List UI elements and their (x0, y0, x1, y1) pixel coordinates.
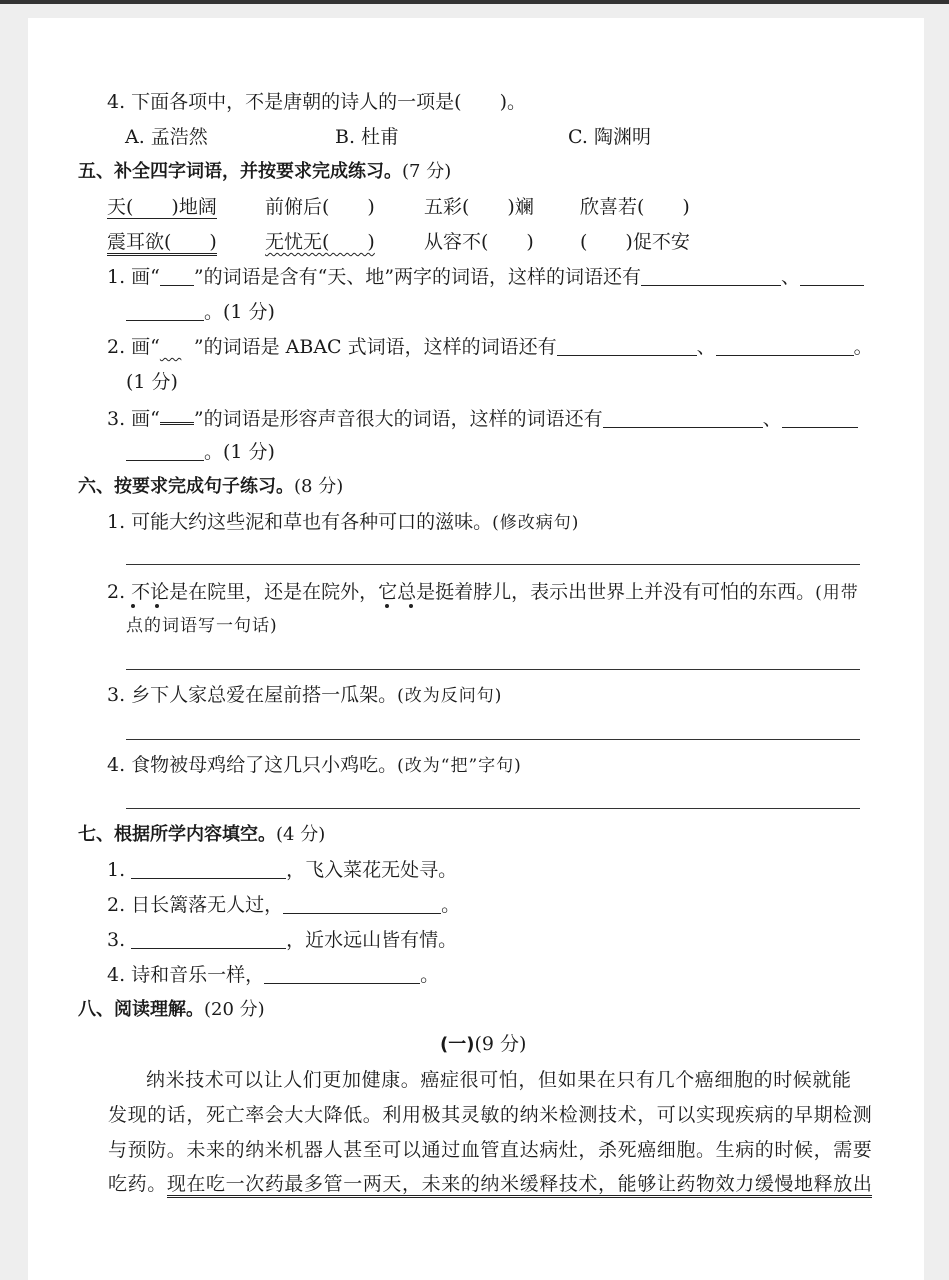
poem-blank-1[interactable] (131, 860, 286, 879)
idiom-1: 天( )地阔 (107, 196, 217, 218)
idiom-7: 从容不( ) (424, 231, 534, 253)
passage-line-1: 纳米技术可以让人们更加健康。癌症很可怕，但如果在只有几个癌细胞的时候就能 (146, 1069, 852, 1091)
idiom-5: 震耳欲( ) (107, 230, 217, 254)
sample-underline (160, 267, 194, 286)
section8-title: 八、阅读理解。(20 分) (78, 999, 265, 1020)
section6-title: 六、按要求完成句子练习。(8 分) (78, 476, 344, 497)
s7-line4: 4. 诗和音乐一样， 。 (107, 964, 440, 986)
passage-line-2: 发现的话，死亡率会大大降低。利用极其灵敏的纳米检测技术，可以实现疾病的早期检测 (108, 1104, 873, 1126)
s6-q2-line2: 点的词语写一句话) (126, 616, 278, 636)
answer-blank-7[interactable] (782, 409, 858, 428)
s5-q2-points: (1 分) (126, 371, 178, 393)
s7-line1: 1. ，飞入菜花无处寻。 (107, 859, 458, 881)
answer-blank-5[interactable] (716, 337, 854, 356)
s6-q4: 4. 食物被母鸡给了这几只小鸡吃。(改为“把”字句) (107, 754, 522, 776)
idiom-6: 无忧无( ) (265, 231, 375, 253)
emphasis-dot (409, 604, 413, 608)
emphasis-dot (131, 604, 135, 608)
answer-blank-3[interactable] (126, 302, 204, 321)
answer-blank-8[interactable] (126, 442, 204, 461)
underlined-sentence: 现在吃一次药最多管一两天，未来的纳米缓释技术，能够让药物效力缓慢地释放出 (167, 1173, 873, 1198)
q4-stem: 4. 下面各项中，不是唐朝的诗人的一项是( )。 (107, 91, 526, 113)
s6-q3: 3. 乡下人家总爱在屋前搭一瓜架。(改为反问句) (107, 684, 503, 706)
section5-title: 五、补全四字词语，并按要求完成练习。(7 分) (78, 161, 452, 182)
s5-q3-line1: 3. 画“ ”的词语是形容声音很大的词语，这样的词语还有 、 (107, 405, 858, 431)
q4-option-c: C. 陶渊明 (568, 126, 651, 148)
s5-q1-line1: 1. 画“ ”的词语是含有“天、地”两字的词语，这样的词语还有 、 (107, 265, 864, 289)
poem-blank-2[interactable] (283, 895, 441, 914)
section7-title: 七、根据所学内容填空。(4 分) (78, 824, 326, 845)
answer-line-1[interactable] (126, 564, 860, 565)
answer-blank-6[interactable] (603, 409, 763, 428)
s5-q1-line2: 。(1 分) (126, 300, 275, 324)
answer-blank-1[interactable] (641, 267, 781, 286)
idiom-8: ( )促不安 (580, 231, 690, 253)
top-edge (0, 0, 949, 4)
answer-blank-2[interactable] (800, 267, 864, 286)
q4-option-b: B. 杜甫 (335, 126, 400, 148)
emphasis-dot (155, 604, 159, 608)
sample-wavy-underline (160, 335, 194, 359)
idiom-2: 前俯后( ) (265, 196, 375, 218)
passage-heading: (一)(9 分) (440, 1033, 527, 1055)
idiom-4: 欣喜若( ) (580, 196, 690, 218)
q4-option-a: A. 孟浩然 (125, 126, 208, 148)
s7-line3: 3. ，近水远山皆有情。 (107, 929, 458, 951)
poem-blank-4[interactable] (264, 965, 420, 984)
s7-line2: 2. 日长篱落无人过， 。 (107, 894, 461, 916)
answer-line-3[interactable] (126, 739, 860, 740)
s5-q2-line1: 2. 画“ ”的词语是 ABAC 式词语，这样的词语还有 、 。 (107, 336, 873, 358)
passage-line-3: 与预防。未来的纳米机器人甚至可以通过血管直达病灶，杀死癌细胞。生病的时候，需要 (108, 1139, 873, 1161)
sample-double-underline (160, 405, 194, 425)
answer-blank-4[interactable] (557, 337, 697, 356)
idiom-3: 五彩( )斓 (424, 196, 534, 218)
answer-line-4[interactable] (126, 808, 860, 809)
s6-q1: 1. 可能大约这些泥和草也有各种可口的滋味。(修改病句) (107, 511, 580, 533)
s5-q3-line2: 。(1 分) (126, 440, 275, 464)
s6-q2-line1: 2. 不论是在院里，还是在院外，它总是挺着脖儿，表示出世界上并没有可怕的东西。(用带 (107, 581, 859, 603)
emphasis-dot (385, 604, 389, 608)
passage-line-4: 吃药。现在吃一次药最多管一两天，未来的纳米缓释技术，能够让药物效力缓慢地释放出 (108, 1172, 872, 1196)
answer-line-2[interactable] (126, 669, 860, 670)
poem-blank-3[interactable] (131, 930, 286, 949)
